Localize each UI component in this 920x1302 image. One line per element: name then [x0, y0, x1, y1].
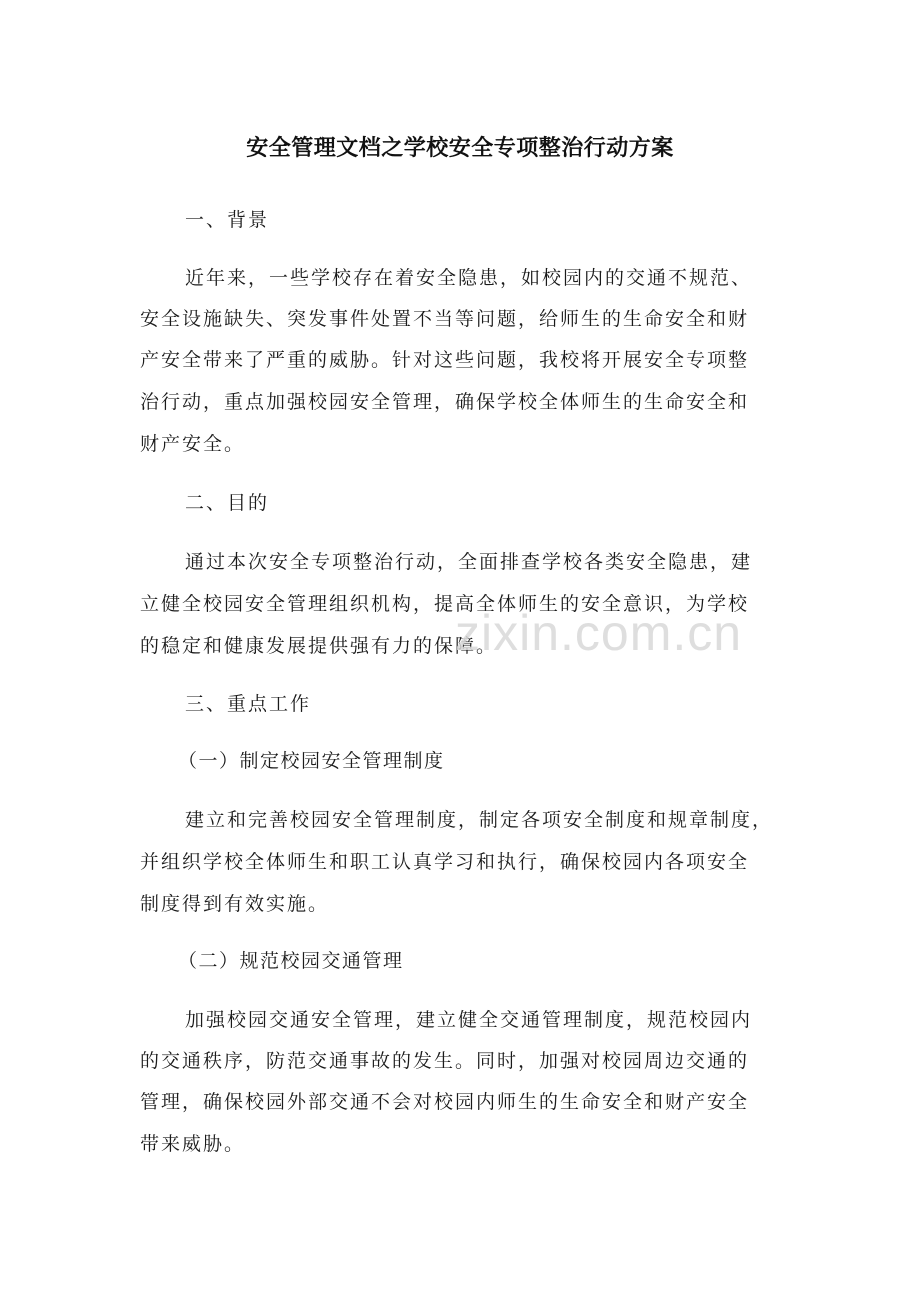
section-heading-background: 一、背景 [185, 209, 270, 231]
paragraph-line: 的稳定和健康发展提供强有力的保障。 [140, 635, 498, 657]
paragraph-line: 并组织学校全体师生和职工认真学习和执行，确保校园内各项安全 [140, 851, 750, 873]
paragraph-line: 管理，确保校园外部交通不会对校园内师生的生命安全和财产安全 [140, 1091, 750, 1113]
paragraph-line: 的交通秩序，防范交通事故的发生。同时，加强对校园周边交通的 [140, 1050, 750, 1072]
paragraph-line: 产安全带来了严重的威胁。针对这些问题，我校将开展安全专项整 [140, 349, 750, 371]
paragraph-line: 财产安全。 [140, 433, 246, 455]
section-heading-key-work: 三、重点工作 [185, 693, 312, 715]
watermark: zixin.com.cn [455, 605, 743, 661]
subsection-heading-traffic: （二）规范校园交通管理 [178, 950, 404, 972]
paragraph-line: 治行动，重点加强校园安全管理，确保学校全体师生的生命安全和 [140, 391, 750, 413]
paragraph-line: 立健全校园安全管理组织机构，提高全体师生的安全意识，为学校 [140, 593, 750, 615]
paragraph-line: 建立和完善校园安全管理制度，制定各项安全制度和规章制度， [185, 809, 774, 831]
paragraph-line: 制度得到有效实施。 [140, 893, 330, 915]
paragraph-line: 通过本次安全专项整治行动，全面排查学校各类安全隐患，建 [185, 551, 753, 573]
document-title: 安全管理文档之学校安全专项整治行动方案 [246, 136, 674, 161]
paragraph-line: 带来威胁。 [140, 1133, 246, 1155]
subsection-heading-safety-rules: （一）制定校园安全管理制度 [178, 750, 445, 772]
section-heading-purpose: 二、目的 [185, 492, 270, 514]
paragraph-line: 安全设施缺失、突发事件处置不当等问题，给师生的生命安全和财 [140, 308, 750, 330]
paragraph-line: 加强校园交通安全管理，建立健全交通管理制度，规范校园内 [185, 1009, 753, 1031]
paragraph-line: 近年来，一些学校存在着安全隐患，如校园内的交通不规范、 [185, 267, 753, 289]
